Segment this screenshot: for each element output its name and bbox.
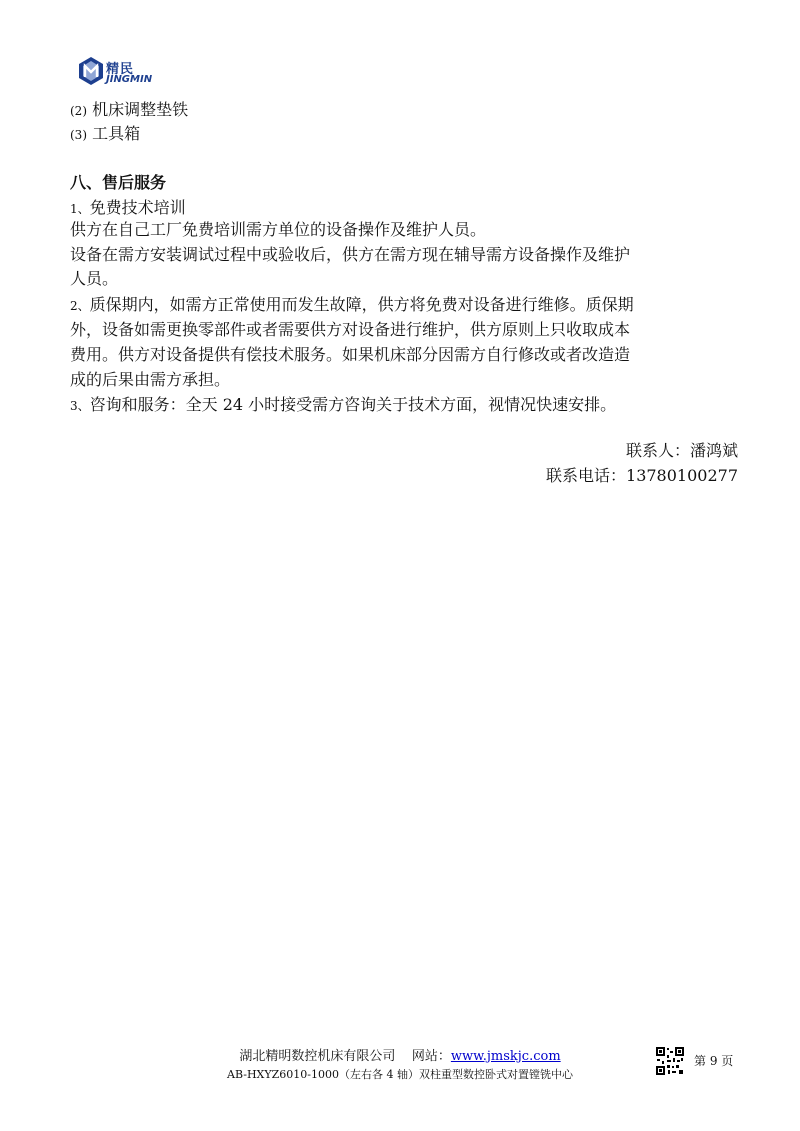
footer-company: 湖北精明数控机床有限公司 bbox=[239, 1049, 396, 1064]
subsection-number: 2、 bbox=[70, 299, 90, 313]
paragraph-line: 费用。供方对设备提供有偿技术服务。如果机床部分因需方自行修改或者改造造 bbox=[70, 345, 631, 364]
footer-site-label: 网站： bbox=[411, 1049, 451, 1064]
list-item bbox=[70, 100, 188, 121]
item-number: (2) bbox=[70, 104, 87, 118]
page-number: 第 9 页 bbox=[694, 1054, 734, 1068]
paragraph-line: 人员。 bbox=[70, 269, 119, 288]
item-text: 工具箱 bbox=[92, 124, 141, 143]
subsection-title bbox=[70, 198, 186, 219]
paragraph-line: 成的后果由需方承担。 bbox=[70, 370, 231, 389]
qr-code-icon bbox=[655, 1046, 685, 1076]
footer-model: AB-HXYZ6010-1000（左右各 4 轴）双柱重型数控卧式对置镗铣中心 bbox=[227, 1068, 573, 1081]
contact-person: 联系人：潘鸿斌 bbox=[625, 441, 738, 460]
list-item bbox=[70, 124, 140, 145]
company-logo bbox=[78, 56, 168, 90]
paragraph-text: 质保期内，如需方正常使用而发生故障，供方将免费对设备进行维修。质保期 bbox=[89, 295, 634, 314]
paragraph-text: 咨询和服务：全天 24 小时接受需方咨询关于技术方面，视情况快速安排。 bbox=[89, 395, 617, 414]
logo-text-en: JINGMIN bbox=[106, 74, 153, 85]
logo-text-cn: 精民 bbox=[106, 62, 135, 77]
contact-phone: 联系电话：13780100277 bbox=[546, 466, 738, 485]
paragraph-line bbox=[70, 295, 634, 316]
item-number: (3) bbox=[70, 128, 87, 142]
paragraph-line: 外，设备如需更换零部件或者需要供方对设备进行维护，供方原则上只收取成本 bbox=[70, 320, 631, 339]
subsection-text: 免费技术培训 bbox=[89, 198, 186, 217]
paragraph-line: 供方在自己工厂免费培训需方单位的设备操作及维护人员。 bbox=[70, 220, 487, 239]
website-link[interactable]: www.jmskjc.com bbox=[450, 1049, 561, 1064]
section-title: 八、售后服务 bbox=[70, 173, 167, 192]
subsection-number: 1、 bbox=[70, 202, 90, 216]
item-text: 机床调整垫铁 bbox=[92, 100, 189, 119]
paragraph-line: 设备在需方安装调试过程中或验收后，供方在需方现在辅导需方设备操作及维护 bbox=[70, 245, 631, 264]
paragraph-line bbox=[70, 395, 616, 416]
subsection-number: 3、 bbox=[70, 399, 90, 413]
logo-mark-icon bbox=[78, 56, 104, 86]
